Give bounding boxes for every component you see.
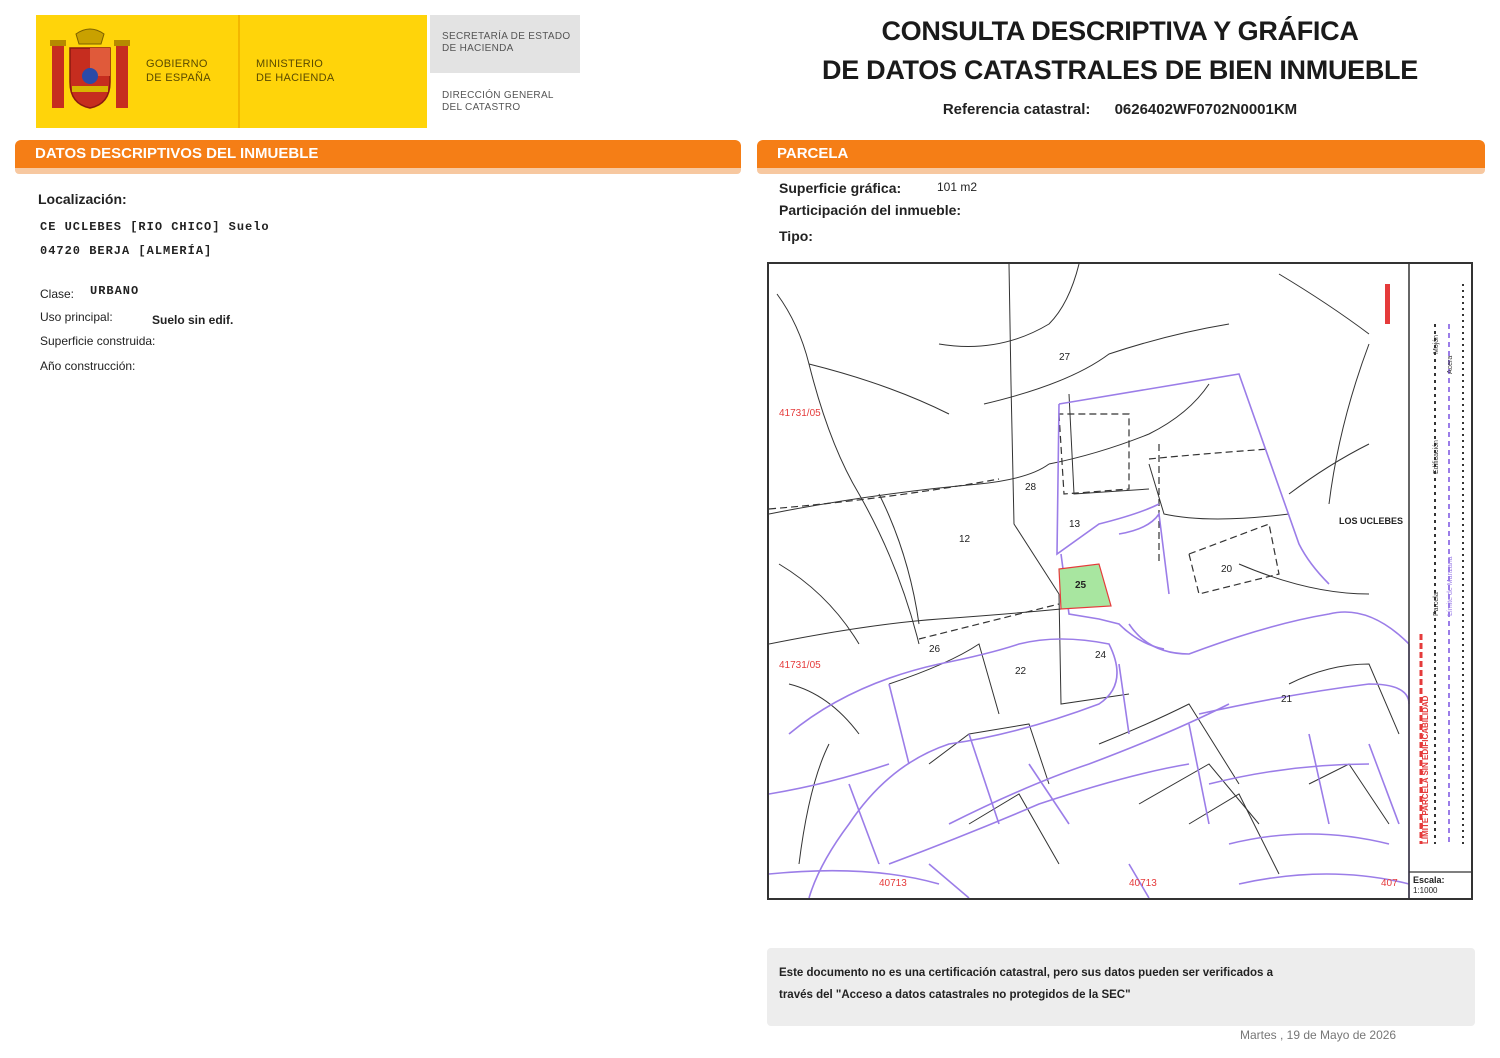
legend-item: Acera	[1447, 355, 1454, 374]
ministry-line-2: DE HACIENDA	[256, 72, 335, 84]
legend-item: Mojón	[1433, 334, 1440, 354]
disclaimer-line-1: Este documento no es una certificación catastral, pero sus datos pueden ser verificados a	[779, 967, 1274, 979]
section-header-shadow	[757, 168, 1485, 174]
legend-item: Límite de Manzana	[1447, 556, 1454, 616]
cadastral-map[interactable]	[767, 262, 1473, 900]
class-value: URBANO	[90, 284, 140, 298]
class-label: Clase:	[40, 287, 75, 301]
red-markers	[1385, 284, 1390, 324]
scale-value: 1:1000	[1413, 886, 1438, 895]
parcel-label: 26	[929, 644, 941, 655]
parcel-label: 12	[959, 534, 971, 545]
location-label: Localización:	[38, 191, 127, 207]
cadastral-reference-label: Referencia catastral:	[942, 101, 1091, 118]
cadastral-reference-value: 0626402WF0702N0001KM	[1114, 101, 1298, 118]
parcel-label: 25	[1075, 580, 1087, 591]
legend-item: Parcela	[1433, 592, 1440, 616]
red-map-label: 407	[1381, 878, 1398, 889]
document-title-line-1: CONSULTA DESCRIPTIVA Y GRÁFICA	[881, 16, 1359, 46]
directorate-line-2: DEL CATASTRO	[442, 102, 521, 113]
logo-divider	[238, 15, 240, 128]
document-date: Martes , 19 de Mayo de 2026	[1240, 1028, 1397, 1042]
parcel-label: 13	[1069, 519, 1081, 530]
ministry-line-1: MINISTERIO	[256, 58, 324, 70]
parcel-label: 24	[1095, 650, 1107, 661]
cadastral-map-drawing	[769, 264, 1471, 898]
legend-item: Edificación	[1433, 440, 1440, 474]
parcel-label: 20	[1221, 564, 1233, 575]
red-map-label: 40713	[1129, 878, 1157, 889]
section-header-shadow	[15, 168, 741, 174]
legend-red-text: LÍMITE PARCELA SIN EDIFICABILIDAD	[1421, 695, 1430, 844]
type-label: Tipo:	[779, 228, 813, 244]
parcel-label: 27	[1059, 352, 1071, 363]
parcel-label: 21	[1281, 694, 1293, 705]
graphic-area-value: 101 m2	[937, 180, 978, 194]
red-map-label: 41731/05	[779, 408, 821, 419]
parcel-label: 28	[1025, 482, 1037, 493]
disclaimer-line-2: través del "Acceso a datos catastrales no protegidos de la SEC"	[779, 989, 1131, 1001]
main-use-label: Uso principal:	[40, 310, 113, 324]
coat-of-arms-icon	[48, 26, 132, 116]
dashed-boundaries	[769, 414, 1279, 639]
street-label: LOS UCLEBES	[1339, 516, 1404, 526]
directorate-line-1: DIRECCIÓN GENERAL	[442, 90, 554, 101]
disclaimer-note	[767, 948, 1475, 1026]
scale-label: Escala:	[1413, 875, 1445, 885]
graphic-area-label: Superficie gráfica:	[779, 180, 902, 196]
red-map-label: 40713	[879, 878, 907, 889]
cadastral-reference	[780, 101, 1460, 118]
location-line-1: CE UCLEBES [RIO CHICO] Suelo	[40, 220, 270, 234]
gov-line-2: DE ESPAÑA	[146, 72, 211, 84]
document-title-line-2: DE DATOS CATASTRALES DE BIEN INMUEBLE	[822, 55, 1418, 85]
participation-label: Participación del inmueble:	[779, 202, 962, 218]
section-header-parcel: PARCELA	[757, 140, 1485, 168]
main-use-value: Suelo sin edif.	[152, 313, 234, 327]
parcel-label: 22	[1015, 666, 1027, 677]
secretariat-line-2: DE HACIENDA	[442, 43, 514, 54]
section-header-descriptive: DATOS DESCRIPTIVOS DEL INMUEBLE	[15, 140, 741, 168]
red-map-label: 41731/05	[779, 660, 821, 671]
block-outlines	[769, 374, 1409, 898]
construction-year-label: Año construcción:	[40, 359, 136, 373]
gov-line-1: GOBIERNO	[146, 58, 208, 70]
location-line-2: 04720 BERJA [ALMERÍA]	[40, 244, 213, 258]
built-area-label: Superficie construida:	[40, 334, 156, 348]
secretariat-line-1: SECRETARÍA DE ESTADO	[442, 31, 571, 42]
